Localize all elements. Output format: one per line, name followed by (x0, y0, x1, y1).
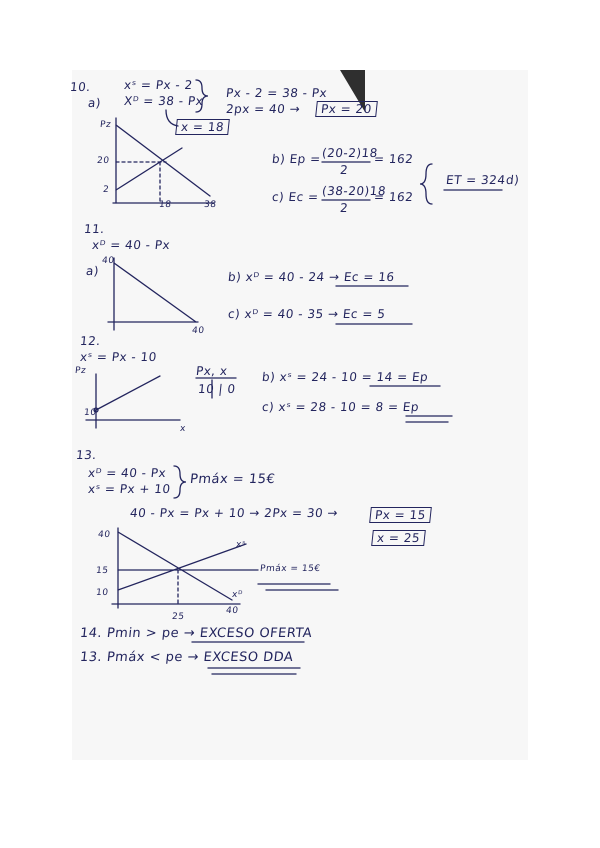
p13-graph-demand-label: xᴰ (231, 590, 244, 600)
problem-15-statement: 13. Pmáx < pe → EXCESO DDA (79, 650, 295, 665)
problem-13-equation: 40 - Px = Px + 10 → 2Px = 30 → (129, 506, 339, 520)
problem-12-table-row: 10 | 0 (197, 382, 237, 396)
problem-10-part-b-denominator: 2 (339, 163, 349, 177)
problem-12-part-b: b) xˢ = 24 - 10 = 14 = Ep (261, 370, 429, 384)
problem-10-part-d: d) (505, 173, 521, 187)
p10-graph-y-label: Pz (99, 120, 112, 130)
problem-10-part-c-numerator: (38-20)18 (321, 184, 387, 198)
problem-10-quantity-box: x = 18 (175, 119, 230, 135)
p13-graph-tick-x-25: 25 (171, 612, 185, 622)
problem-10-number: 10. (69, 80, 92, 94)
problem-14-statement: 14. Pmin > pe → EXCESO OFERTA (79, 626, 313, 641)
p10-graph-tick-y-2: 2 (102, 185, 110, 195)
problem-10-total-surplus: ET = 324 (445, 173, 507, 187)
problem-10-part-c-result: = 162 (373, 190, 415, 204)
problem-13-price-ceiling: Pmáx = 15€ (189, 472, 276, 487)
problem-12-part-c: c) xˢ = 28 - 10 = 8 = Ep (261, 400, 420, 414)
p13-graph-tick-x-40: 40 (225, 606, 239, 616)
problem-12-table-header: Px, x (195, 364, 229, 378)
problem-10-supply: xˢ = Px - 2 (123, 78, 194, 92)
problem-12-number: 12. (79, 334, 102, 348)
p12-graph-y-label: Pz (74, 366, 87, 376)
problem-11-demand: xᴰ = 40 - Px (91, 238, 171, 252)
problem-13-price-box: Px = 15 (369, 507, 431, 523)
p12-graph-tick-y-10: 10 (83, 408, 97, 418)
problem-10-part-c-denominator: 2 (339, 201, 349, 215)
problem-10-price-box: Px = 20 (315, 101, 377, 117)
p13-graph-tick-40: 40 (97, 530, 111, 540)
problem-10-demand: Xᴰ = 38 - Px (123, 94, 205, 108)
p11-graph-tick-x-40: 40 (191, 326, 205, 336)
p11-graph-tick-y-40: 40 (101, 256, 115, 266)
problem-10-part-c-lhs: c) Ec = (271, 190, 320, 204)
problem-10-eq1: Px - 2 = 38 - Px (225, 86, 328, 100)
problem-11-part-a: a) (85, 264, 100, 278)
p10-graph-tick-x-38: 38 (203, 200, 217, 210)
p10-graph-tick-x-18: 18 (158, 200, 172, 210)
p13-graph-supply-label: xˢ (235, 540, 247, 550)
problem-11-number: 11. (83, 222, 106, 236)
problem-13-quantity-box: x = 25 (371, 530, 426, 546)
problem-13-number: 13. (75, 448, 98, 462)
problem-13-demand: xᴰ = 40 - Px (87, 466, 167, 480)
p13-graph-tick-10: 10 (95, 588, 109, 598)
problem-13-supply: xˢ = Px + 10 (87, 482, 172, 496)
problem-12-supply: xˢ = Px - 10 (79, 350, 158, 364)
problem-11-part-c: c) xᴰ = 40 - 35 → Ec = 5 (227, 307, 387, 321)
problem-10-part-b-numerator: (20-2)18 (321, 146, 379, 160)
p13-graph-ceiling-label: Pmáx = 15€ (259, 564, 322, 574)
problem-10-part-b-lhs: b) Ep = (271, 152, 322, 166)
p10-graph-tick-y-20: 20 (96, 156, 110, 166)
p12-graph-x-label: x (179, 424, 187, 434)
p13-graph-tick-15: 15 (95, 566, 109, 576)
problem-11-part-b: b) xᴰ = 40 - 24 → Ec = 16 (227, 270, 396, 284)
problem-10-part-b-result: = 162 (373, 152, 415, 166)
problem-10-eq2: 2px = 40 → (225, 102, 301, 116)
problem-10-part-a: a) (87, 96, 102, 110)
